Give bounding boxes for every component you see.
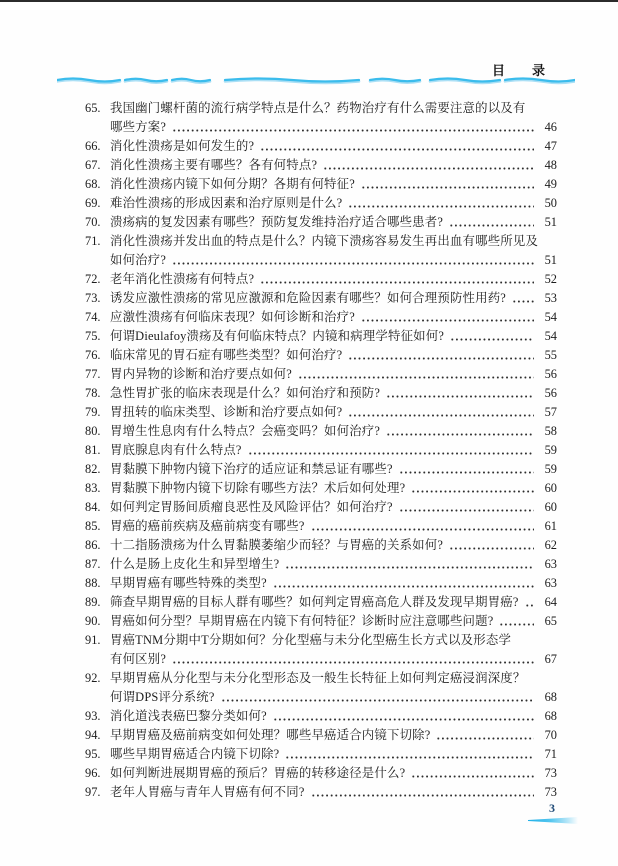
dotted-leader [348, 205, 534, 208]
toc-entry-page-number: 73 [544, 785, 557, 799]
toc-entry-page-number: 68 [544, 709, 557, 723]
dotted-leader [221, 699, 534, 702]
toc-entry-page-number: 48 [544, 158, 557, 172]
dotted-leader [386, 433, 534, 436]
toc-entry-page-number: 59 [544, 462, 557, 476]
dotted-leader [285, 756, 534, 759]
dotted-leader [311, 528, 534, 531]
toc-entry-line [85, 688, 557, 707]
toc-entry-text: 应激性溃疡有何临床表现？如何诊断和治疗? [110, 310, 355, 324]
toc-list [85, 99, 557, 802]
toc-entry-page-number: 68 [544, 690, 557, 704]
toc-entry-page-number: 49 [544, 177, 557, 191]
toc-entry-line [85, 346, 557, 365]
toc-entry-number: 96. [85, 766, 101, 780]
toc-entry-text: 消化性溃疡主要有哪些？各有何特点? [110, 158, 318, 172]
toc-entry-text: 胃黏膜下肿物内镜下治疗的适应证和禁忌证有哪些? [110, 462, 393, 476]
toc-entry-line [85, 631, 557, 650]
dotted-leader [285, 566, 534, 569]
dotted-leader [260, 148, 534, 151]
toc-entry-line [85, 479, 557, 498]
toc-entry-text: 早期胃癌及癌前病变如何处理？哪些早癌适合内镜下切除? [110, 728, 431, 742]
toc-entry-number: 82. [85, 462, 101, 476]
toc-entry-number: 94. [85, 728, 101, 742]
dotted-leader [399, 471, 534, 474]
toc-entry-text: 什么是肠上皮化生和异型增生? [110, 557, 280, 571]
toc-entry-page-number: 52 [544, 272, 557, 286]
toc-entry-page-number: 53 [544, 291, 557, 305]
toc-entry-text: 急性胃扩张的临床表现是什么？如何治疗和预防? [110, 386, 381, 400]
toc-entry-number: 92. [85, 671, 101, 685]
toc-entry-number: 97. [85, 785, 101, 799]
toc-entry-line [85, 574, 557, 593]
toc-entry-text: 我国幽门螺杆菌的流行病学特点是什么？药物治疗有什么需要注意的以及有 [110, 101, 526, 115]
toc-entry-page-number: 46 [544, 120, 557, 134]
toc-entry-page-number: 62 [544, 538, 557, 552]
toc-entry-line [85, 536, 557, 555]
toc-entry-text: 难治性溃疡的形成因素和治疗原则是什么? [110, 196, 343, 210]
toc-entry-page-number: 54 [544, 329, 557, 343]
toc-entry-text: 早期胃癌从分化型与未分化型形态及一般生长特征上如何判定癌浸润深度？ [110, 671, 526, 685]
toc-entry-page-number: 73 [544, 766, 557, 780]
toc-entry-line [85, 308, 557, 327]
toc-entry-number: 74. [85, 310, 101, 324]
toc-entry-line [85, 194, 557, 213]
dotted-leader [172, 129, 534, 132]
dotted-leader [361, 186, 534, 189]
toc-entry-text: 胃癌TNM分期中T分期如何？分化型癌与未分化型癌生长方式以及形态学 [110, 633, 512, 647]
toc-entry-text: 消化性溃疡是如何发生的? [110, 139, 255, 153]
toc-entry-line [85, 764, 557, 783]
toc-entry-line [85, 593, 557, 612]
toc-entry-line [85, 745, 557, 764]
footer-swoosh-decoration [528, 817, 578, 824]
toc-entry-number: 86. [85, 538, 101, 552]
dotted-leader [411, 490, 534, 493]
toc-entry-page-number: 54 [544, 310, 557, 324]
toc-entry-number: 90. [85, 614, 101, 628]
toc-entry-text: 消化道浅表癌巴黎分类如何? [110, 709, 267, 723]
toc-entry-line [85, 327, 557, 346]
toc-entry-number: 72. [85, 272, 101, 286]
toc-entry-text: 溃疡病的复发因素有哪些？预防复发维持治疗适合哪些患者? [110, 215, 444, 229]
toc-entry-number: 69. [85, 196, 101, 210]
toc-entry-text: 胃底腺息肉有什么特点? [110, 443, 242, 457]
toc-entry-text: 哪些早期胃癌适合内镜下切除? [110, 747, 280, 761]
toc-entry-page-number: 61 [544, 519, 557, 533]
toc-entry-line [85, 460, 557, 479]
toc-entry-page-number: 51 [544, 253, 557, 267]
toc-entry-line [85, 251, 557, 270]
toc-entry-page-number: 56 [544, 386, 557, 400]
toc-entry-text: 如何判定胃肠间质瘤良恶性及风险评估？如何治疗? [110, 500, 393, 514]
toc-entry-line [85, 422, 557, 441]
toc-entry-text: 哪些方案? [110, 120, 167, 134]
toc-entry-line [85, 365, 557, 384]
toc-entry-line [85, 555, 557, 574]
toc-entry-page-number: 55 [544, 348, 557, 362]
toc-entry-page-number: 60 [544, 481, 557, 495]
dotted-leader [436, 737, 534, 740]
dotted-leader [449, 224, 534, 227]
toc-entry-number: 70. [85, 215, 101, 229]
toc-entry-text: 早期胃癌有哪些特殊的类型? [110, 576, 267, 590]
toc-entry-number: 84. [85, 500, 101, 514]
scan-edge-line [0, 0, 618, 2]
dotted-leader [450, 338, 534, 341]
toc-entry-page-number: 51 [544, 215, 557, 229]
toc-entry-line [85, 99, 557, 118]
dotted-leader [348, 414, 534, 417]
dotted-leader [298, 376, 534, 379]
toc-entry-number: 91. [85, 633, 101, 647]
dotted-leader [348, 357, 534, 360]
dotted-leader [399, 509, 534, 512]
toc-entry-number: 83. [85, 481, 101, 495]
page-title: 目 录 [491, 63, 552, 78]
toc-entry-page-number: 65 [544, 614, 557, 628]
toc-entry-line [85, 498, 557, 517]
toc-entry-number: 71. [85, 234, 101, 248]
toc-entry-text: 消化性溃疡并发出血的特点是什么？内镜下溃疡容易发生再出血有哪些所见及 [110, 234, 539, 248]
dotted-leader [273, 585, 534, 588]
toc-entry-number: 78. [85, 386, 101, 400]
toc-entry-line [85, 650, 557, 669]
dotted-leader [361, 319, 534, 322]
toc-entry-line [85, 441, 557, 460]
dotted-leader [512, 300, 534, 303]
toc-entry-text: 临床常见的胃石症有哪些类型？如何治疗? [110, 348, 343, 362]
dotted-leader [172, 262, 534, 265]
dotted-leader [311, 794, 534, 797]
dotted-leader [525, 604, 534, 607]
toc-entry-number: 88. [85, 576, 101, 590]
toc-entry-page-number: 56 [544, 367, 557, 381]
toc-entry-page-number: 71 [544, 747, 557, 761]
toc-entry-page-number: 59 [544, 443, 557, 457]
toc-entry-text: 胃内异物的诊断和治疗要点如何? [110, 367, 292, 381]
dotted-leader [323, 167, 534, 170]
toc-entry-number: 66. [85, 139, 101, 153]
toc-entry-page-number: 63 [544, 576, 557, 590]
toc-entry-number: 75. [85, 329, 101, 343]
dotted-leader [411, 775, 534, 778]
dotted-leader [273, 718, 534, 721]
dotted-leader [248, 452, 534, 455]
toc-entry-page-number: 57 [544, 405, 557, 419]
toc-entry-page-number: 50 [544, 196, 557, 210]
toc-entry-text: 筛查早期胃癌的目标人群有哪些？如何判定胃癌高危人群及发现早期胃癌? [110, 595, 519, 609]
toc-entry-line [85, 707, 557, 726]
toc-entry-page-number: 67 [544, 652, 557, 666]
toc-entry-number: 80. [85, 424, 101, 438]
toc-entry-text: 胃黏膜下肿物内镜下切除有哪些方法？术后如何处理? [110, 481, 406, 495]
toc-entry-line [85, 118, 557, 137]
toc-entry-text: 有何区别? [110, 652, 167, 666]
toc-entry-line [85, 232, 557, 251]
toc-entry-text: 十二指肠溃疡为什么胃黏膜萎缩少而轻？与胃癌的关系如何? [110, 538, 444, 552]
toc-entry-line [85, 289, 557, 308]
toc-entry-text: 老年人胃癌与青年人胃癌有何不同? [110, 785, 305, 799]
toc-entry-text: 胃增生性息肉有什么特点？会癌变吗？如何治疗? [110, 424, 381, 438]
toc-entry-number: 68. [85, 177, 101, 191]
dotted-leader [386, 395, 534, 398]
toc-entry-line [85, 384, 557, 403]
toc-entry-number: 67. [85, 158, 101, 172]
toc-entry-line [85, 669, 557, 688]
toc-entry-text: 消化性溃疡内镜下如何分期？各期有何特征? [110, 177, 355, 191]
toc-entry-text: 胃扭转的临床类型、诊断和治疗要点如何? [110, 405, 343, 419]
toc-entry-number: 87. [85, 557, 101, 571]
toc-entry-number: 73. [85, 291, 101, 305]
toc-entry-page-number: 64 [544, 595, 557, 609]
toc-entry-line [85, 270, 557, 289]
dotted-leader [172, 661, 534, 664]
toc-entry-line [85, 783, 557, 802]
toc-entry-text: 如何判断进展期胃癌的预后？胃癌的转移途径是什么? [110, 766, 406, 780]
toc-entry-page-number: 47 [544, 139, 557, 153]
toc-entry-number: 79. [85, 405, 101, 419]
toc-entry-number: 76. [85, 348, 101, 362]
dotted-leader [260, 281, 534, 284]
toc-entry-text: 何谓DPS评分系统? [110, 690, 215, 704]
toc-entry-text: 何谓Dieulafoy溃疡及有何临床特点？内镜和病理学特征如何? [110, 329, 445, 343]
toc-entry-page-number: 58 [544, 424, 557, 438]
toc-entry-page-number: 63 [544, 557, 557, 571]
toc-entry-number: 81. [85, 443, 101, 457]
toc-entry-number: 95. [85, 747, 101, 761]
toc-entry-text: 老年消化性溃疡有何特点? [110, 272, 255, 286]
toc-entry-page-number: 70 [544, 728, 557, 742]
toc-entry-number: 93. [85, 709, 101, 723]
dotted-leader [499, 623, 534, 626]
toc-entry-line [85, 517, 557, 536]
toc-entry-line [85, 156, 557, 175]
header-wave-decoration-icon [57, 74, 575, 86]
dotted-leader [449, 547, 534, 550]
toc-entry-line [85, 612, 557, 631]
toc-entry-line [85, 175, 557, 194]
toc-entry-number: 89. [85, 595, 101, 609]
toc-entry-page-number: 60 [544, 500, 557, 514]
toc-entry-text: 如何治疗? [110, 253, 167, 267]
toc-entry-number: 85. [85, 519, 101, 533]
toc-entry-text: 诱发应激性溃疡的常见应激源和危险因素有哪些？如何合理预防性用药? [110, 291, 507, 305]
toc-entry-line [85, 403, 557, 422]
toc-entry-line [85, 213, 557, 232]
toc-entry-text: 胃癌如何分型？早期胃癌在内镜下有何特征？诊断时应注意哪些问题? [110, 614, 494, 628]
toc-entry-number: 77. [85, 367, 101, 381]
toc-entry-line [85, 137, 557, 156]
footer-page-number: 3 [549, 801, 555, 815]
toc-entry-line [85, 726, 557, 745]
toc-entry-number: 65. [85, 101, 101, 115]
toc-entry-text: 胃癌的癌前疾病及癌前病变有哪些? [110, 519, 305, 533]
